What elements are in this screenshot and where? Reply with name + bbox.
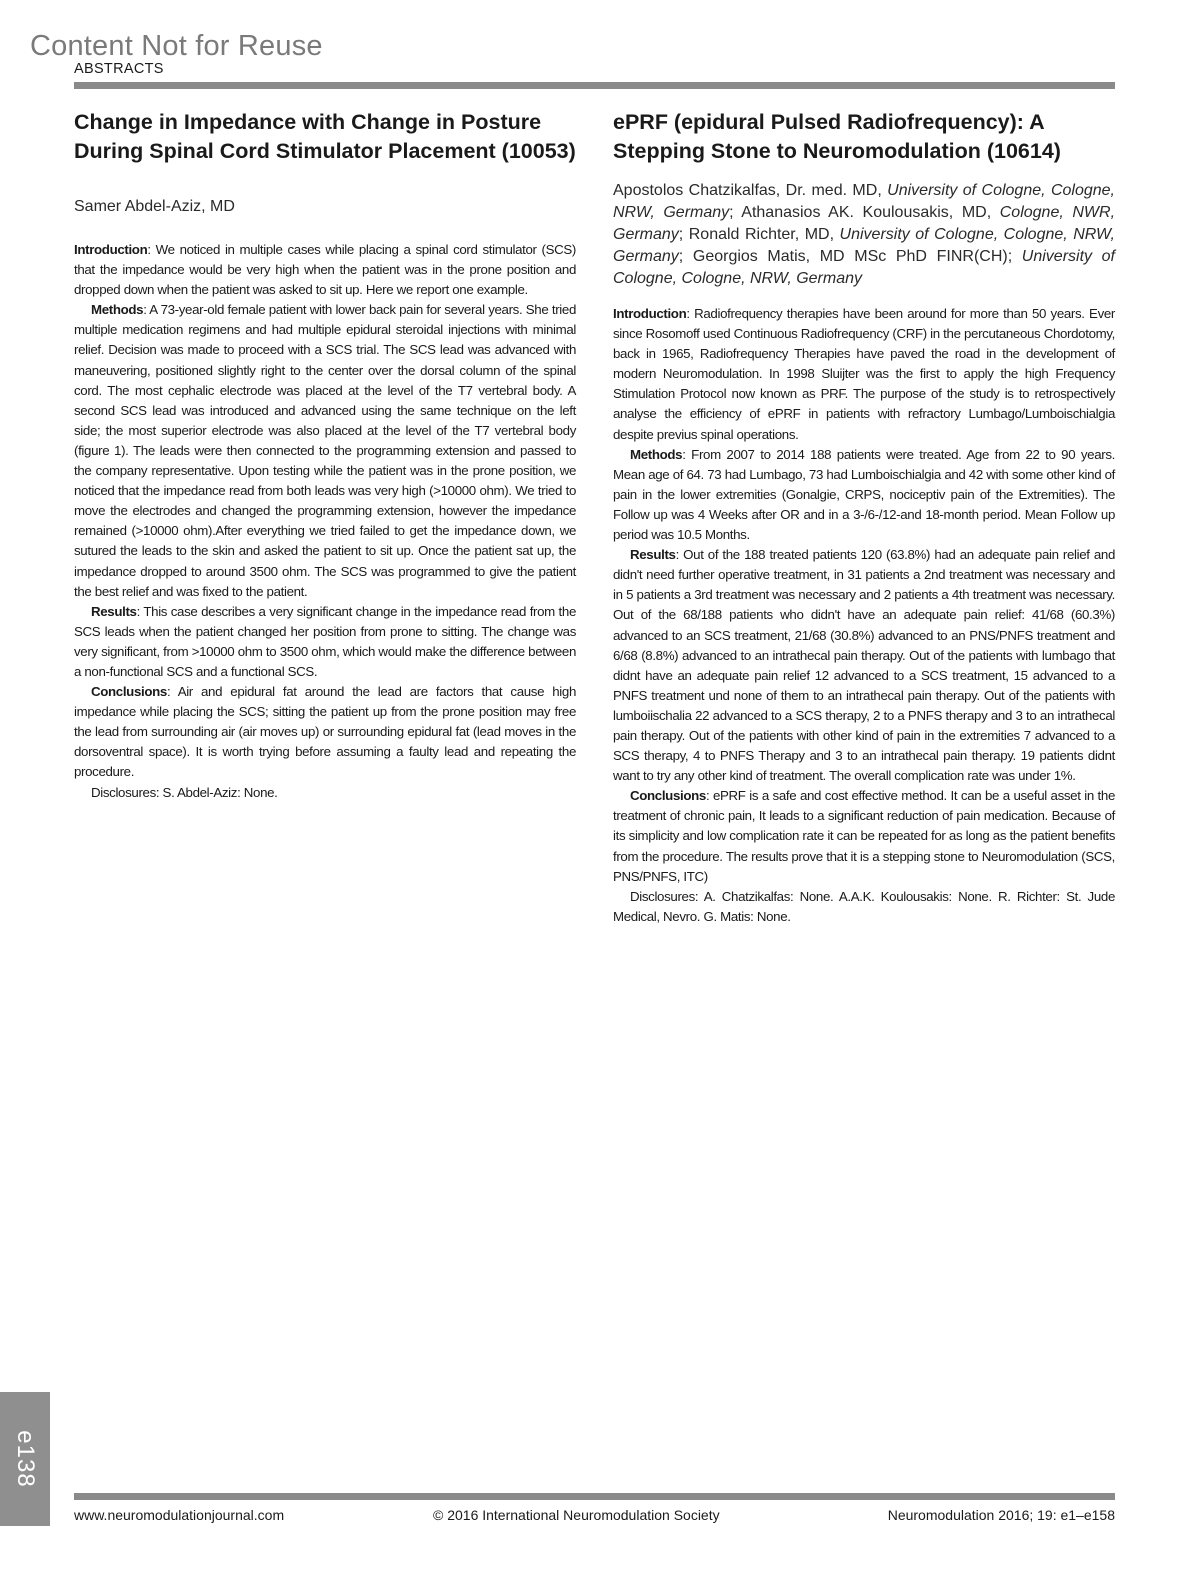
introduction-heading: Introduction (74, 242, 148, 257)
watermark: Content Not for Reuse (30, 30, 323, 62)
bottom-rule (74, 1493, 1115, 1500)
methods-heading: Methods (630, 446, 683, 462)
right-article (613, 108, 1115, 927)
conclusions-paragraph (74, 682, 576, 782)
top-rule (74, 82, 1115, 89)
introduction-heading: Introduction (613, 306, 687, 321)
footer-copyright: © 2016 International Neuromodulation Society (433, 1507, 720, 1523)
article-body (74, 240, 576, 803)
article-title: ePRF (epidural Pulsed Radiofrequency): A Stepping Stone to Neuromodulation (10614) (613, 110, 1061, 163)
author-name: ; Ronald Richter, MD, (678, 226, 840, 243)
introduction-paragraph (613, 304, 1115, 445)
methods-text: : A 73-year-old female patient with lower back pain for several years. She tried multiple medication regimens and had multiple epidural steroidal injections with minimal relief. Decision was made to proceed with a SCS trial. The SCS lead was advanced with maneuvering, positioned slightly right to the center over the dorsal column of the spinal cord. The most cephalic electrode was placed at the level of the T7 vertebral body. A second SCS lead was introduced and advanced using the same technique on the left side; the most superior electrode was also placed at the level of the T7 vertebral body (figure 1). The leads were then connected to the programming extension and passed to the company representative. Upon testing while the patient was in the prone position, we noticed that the impedance read from both leads was very high (>10000 ohm). We tried to move the electrodes and changed the programming extension, however the impedance remained (>10000 ohm).After everything we tried failed to get the impedance down, we sutured the leads to the skin and asked the patient to sit up. Once the patient sat up, the impedance dropped to around 3500 ohm. The SCS was programmed to give the patient the best relief and was fixed to the patient. (74, 302, 576, 599)
disclosures-paragraph: Disclosures: S. Abdel-Aziz: None. (91, 784, 278, 800)
section-label: ABSTRACTS (74, 61, 164, 77)
results-text: : Out of the 188 treated patients 120 (63.8%) had an adequate pain relief and didn't need further operative treatment, in 31 patients a 2nd treatment was necessary and in 5 patients a 3rd treatment was necessary and 2 patients a 4th treatment was necessary. Out of the 68/188 patients who didn't have an adequate pain relief: 41/68 (60.3%) advanced to an SCS treatment, 21/68 (30.8%) advanced to an PNS/PNFS treatment and 6/68 (8.8%) advanced to an intrathecal pain therapy. Out of the patients with lumbago that didnt have an adequate pain relief 12 advanced to a SCS treatment, 15 advanced to a PNFS treatment und none of them to an intrathecal pain therapy. Out of the patients with lumboiischalia 22 advanced to a SCS therapy, 2 to a PNFS therapy and 3 to an intrathecal pain therapy. Out of the patients with other kind of pain in the extremities 7 advanced to a SCS therapy, 4 to PNFS Therapy and 3 to an intrathecal pain therapy. 19 patients didnt want to try any other kind of treatment. The overall complication rate was under 1%. (613, 547, 1115, 784)
results-paragraph (613, 545, 1115, 786)
conclusions-text: : Air and epidural fat around the lead are factors that cause high impedance while placing the SCS; sitting the patient up from the prone position may free the lead from surrounding air (air moves up) or surrounding epidural fat (lead moves in the dorsoventral space). It is worth trying before assuming a faulty lead and repeating the procedure. (74, 684, 576, 780)
introduction-paragraph (74, 240, 576, 300)
author-affiliation: University of Cologne, Cologne, NRW, Germany (613, 182, 1115, 221)
page-number: e138 (12, 1430, 39, 1488)
footer-citation: Neuromodulation 2016; 19: e1–e158 (887, 1507, 1115, 1523)
results-text: : This case describes a very significant change in the impedance read from the SCS leads when the patient changed her position from prone to sitting. The change was very significant, from >10000 ohm to 3500 ohm, which would make the difference between a non-functional SCS and a functional SCS. (74, 603, 576, 679)
conclusions-heading: Conclusions (91, 684, 167, 700)
methods-text: : From 2007 to 2014 188 patients were treated. Age from 22 to 90 years. Mean age of 64. 73 had Lumbago, 73 had Lumboischialgia and 42 with some other kind of pain in the lower extremities (Gonalgie, CRPS, nociceptiv pain of the Extremities). The Follow up was 4 Weeks after OR and in a 3-/6-/12-and 18-month period. Mean Follow up period was 10.5 Months. (613, 446, 1115, 543)
author-name: ; Athanasios AK. Koulousakis, MD, (729, 204, 1000, 221)
author-name: ; Georgios Matis, MD MSc PhD FINR(CH); (678, 248, 1022, 265)
article-title: Change in Impedance with Change in Posture During Spinal Cord Stimulator Placement (10053) (74, 110, 576, 163)
conclusions-heading: Conclusions (630, 788, 706, 804)
article-body (613, 304, 1115, 927)
author-affiliation: Cologne, NWR, Germany (613, 204, 1116, 243)
author-affiliation: University of Cologne, Cologne, NRW, Germany (613, 248, 1116, 287)
conclusions-paragraph (613, 786, 1115, 886)
introduction-text: : We noticed in multiple cases while placing a spinal cord stimulator (SCS) that the impedance would be very high when the patient was in the prone position and dropped down when the patient was asked to sit up. Here we report one example. (74, 242, 576, 298)
page-number-tab (0, 1392, 50, 1526)
results-paragraph (74, 602, 576, 682)
results-heading: Results (91, 603, 137, 619)
methods-paragraph (74, 300, 576, 601)
conclusions-text: : ePRF is a safe and cost effective method. It can be a useful asset in the treatment of chronic pain, It leads to a significant reduction of pain medication. Because of its simplicity and low complication rate it can be repeated for as long as the patient benefits from the procedure. The results prove that it is a stepping stone to Neuromodulation (SCS, PNS/PNFS, ITC) (613, 788, 1115, 884)
author-affiliation: University of Cologne, Cologne, NRW, Germany (613, 226, 1115, 265)
results-heading: Results (630, 547, 676, 563)
methods-heading: Methods (91, 302, 144, 318)
methods-paragraph (613, 445, 1115, 545)
footer-website: www.neuromodulationjournal.com (74, 1507, 285, 1523)
author-name: Apostolos Chatzikalfas, Dr. med. MD, (613, 182, 888, 199)
introduction-text: : Radiofrequency therapies have been around for more than 50 years. Ever since Rosomoff used Continuous Radiofrequency (CRF) in the percutaneous Chordotomy, back in 1965, Radiofrequency Therapies have paved the road in the development of modern Neuromodulation. In 1998 Sluijter was the first to apply the high Frequency Stimulation Protocol now known as PRF. The purpose of the study is to retrospectively analyse the efficiency of ePRF in patients with refractory Lumbago/Lumboischialgia despite previus spinal operations. (613, 306, 1115, 442)
article-authors: Samer Abdel-Aziz, MD (74, 198, 235, 215)
left-article (74, 108, 576, 803)
article-authors (613, 180, 1115, 290)
disclosures-paragraph: Disclosures: A. Chatzikalfas: None. A.A.K. Koulousakis: None. R. Richter: St. Jude Medical, Nevro. G. Matis: None. (613, 888, 1115, 924)
